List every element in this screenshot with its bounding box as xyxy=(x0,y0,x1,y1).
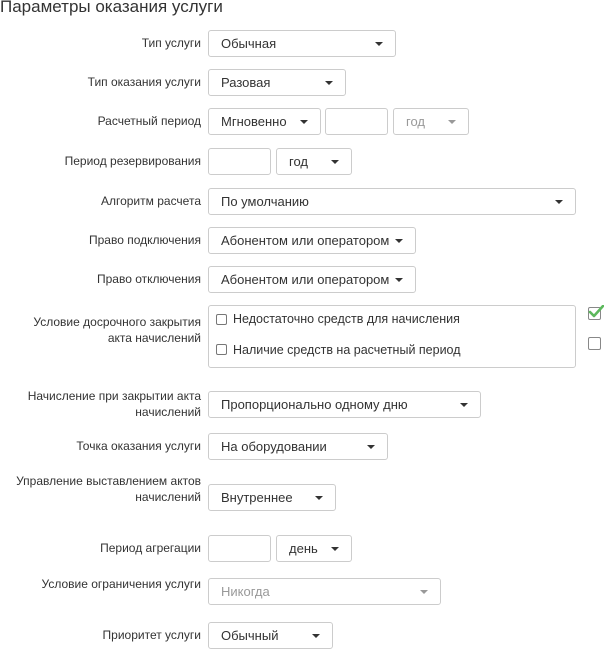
connect-right-select[interactable] xyxy=(208,227,416,254)
chevron-down-icon xyxy=(448,120,456,124)
chevron-down-icon xyxy=(312,634,320,638)
aggregation-period-amount-input[interactable] xyxy=(208,535,271,562)
select-none-checkbox[interactable] xyxy=(588,337,601,350)
chevron-down-icon xyxy=(325,81,333,85)
close-charging-value: Пропорционально одному дню xyxy=(221,397,408,412)
priority-label: Приоритет услуги xyxy=(102,628,201,642)
billing-period-value: Мгновенно xyxy=(221,114,287,129)
calc-algorithm-value: По умолчанию xyxy=(221,194,309,209)
chevron-down-icon xyxy=(300,120,308,124)
chevron-down-icon xyxy=(395,278,403,282)
select-all-checkbox[interactable] xyxy=(588,307,601,320)
connect-right-label: Право подключения xyxy=(88,233,201,247)
early-close-option-checkbox[interactable] xyxy=(216,314,227,325)
connect-right-value: Абонентом или оператором xyxy=(221,233,390,248)
early-close-label: Условие досрочного закрытия акта начислений xyxy=(33,315,201,345)
chevron-down-icon xyxy=(555,200,563,204)
billing-period-select[interactable] xyxy=(208,108,321,135)
priority-select[interactable] xyxy=(208,622,333,649)
limit-condition-select xyxy=(208,578,441,605)
service-type-select[interactable] xyxy=(208,30,396,57)
billing-period-unit-select xyxy=(393,108,469,135)
priority-value: Обычный xyxy=(221,628,279,643)
limit-condition-value: Никогда xyxy=(221,584,270,599)
reserve-period-label: Период резервирования xyxy=(64,154,201,168)
disconnect-right-select[interactable] xyxy=(208,266,416,293)
aggregation-period-unit-value: день xyxy=(289,541,318,556)
chevron-down-icon xyxy=(315,496,323,500)
chevron-down-icon xyxy=(331,160,339,164)
calc-algorithm-label: Алгоритм расчета xyxy=(100,194,201,208)
billing-period-label: Расчетный период xyxy=(97,114,201,128)
service-type-value: Обычная xyxy=(221,36,277,51)
calc-algorithm-select[interactable] xyxy=(208,188,576,215)
chevron-down-icon xyxy=(331,547,339,551)
billing-period-amount-input[interactable] xyxy=(325,108,388,135)
acts-management-value: Внутреннее xyxy=(221,490,293,505)
early-close-option-label: Наличие средств на расчетный период xyxy=(233,343,461,357)
early-close-options xyxy=(208,305,576,368)
page-title: Параметры оказания услуги xyxy=(0,0,223,16)
close-charging-select[interactable] xyxy=(208,391,481,418)
chevron-down-icon xyxy=(375,42,383,46)
aggregation-period-label: Период агрегации xyxy=(100,541,201,555)
reserve-period-unit-select[interactable] xyxy=(276,148,352,175)
billing-period-unit-value: год xyxy=(406,114,425,129)
aggregation-period-unit-select[interactable] xyxy=(276,535,352,562)
early-close-option-checkbox[interactable] xyxy=(216,344,227,355)
check-icon xyxy=(588,305,604,319)
limit-condition-label: Условие ограничения услуги xyxy=(41,577,201,591)
reserve-period-amount-input[interactable] xyxy=(208,148,271,175)
chevron-down-icon xyxy=(420,590,428,594)
chevron-down-icon xyxy=(460,403,468,407)
close-charging-label: Начисление при закрытии акта начислений xyxy=(27,389,201,419)
chevron-down-icon xyxy=(395,239,403,243)
acts-management-label: Управление выставлением актов начислений xyxy=(16,474,201,504)
early-close-option-label: Недостаточно средств для начисления xyxy=(233,312,460,326)
service-type-label: Тип услуги xyxy=(141,36,201,50)
acts-management-select[interactable] xyxy=(208,484,336,511)
service-point-select[interactable] xyxy=(208,433,388,460)
provision-type-select[interactable] xyxy=(208,69,346,96)
chevron-down-icon xyxy=(367,445,375,449)
reserve-period-unit-value: год xyxy=(289,154,308,169)
service-point-label: Точка оказания услуги xyxy=(76,439,201,453)
disconnect-right-value: Абонентом или оператором xyxy=(221,272,390,287)
provision-type-label: Тип оказания услуги xyxy=(87,75,201,89)
disconnect-right-label: Право отключения xyxy=(96,272,201,286)
provision-type-value: Разовая xyxy=(221,75,271,90)
service-point-value: На оборудовании xyxy=(221,439,327,454)
